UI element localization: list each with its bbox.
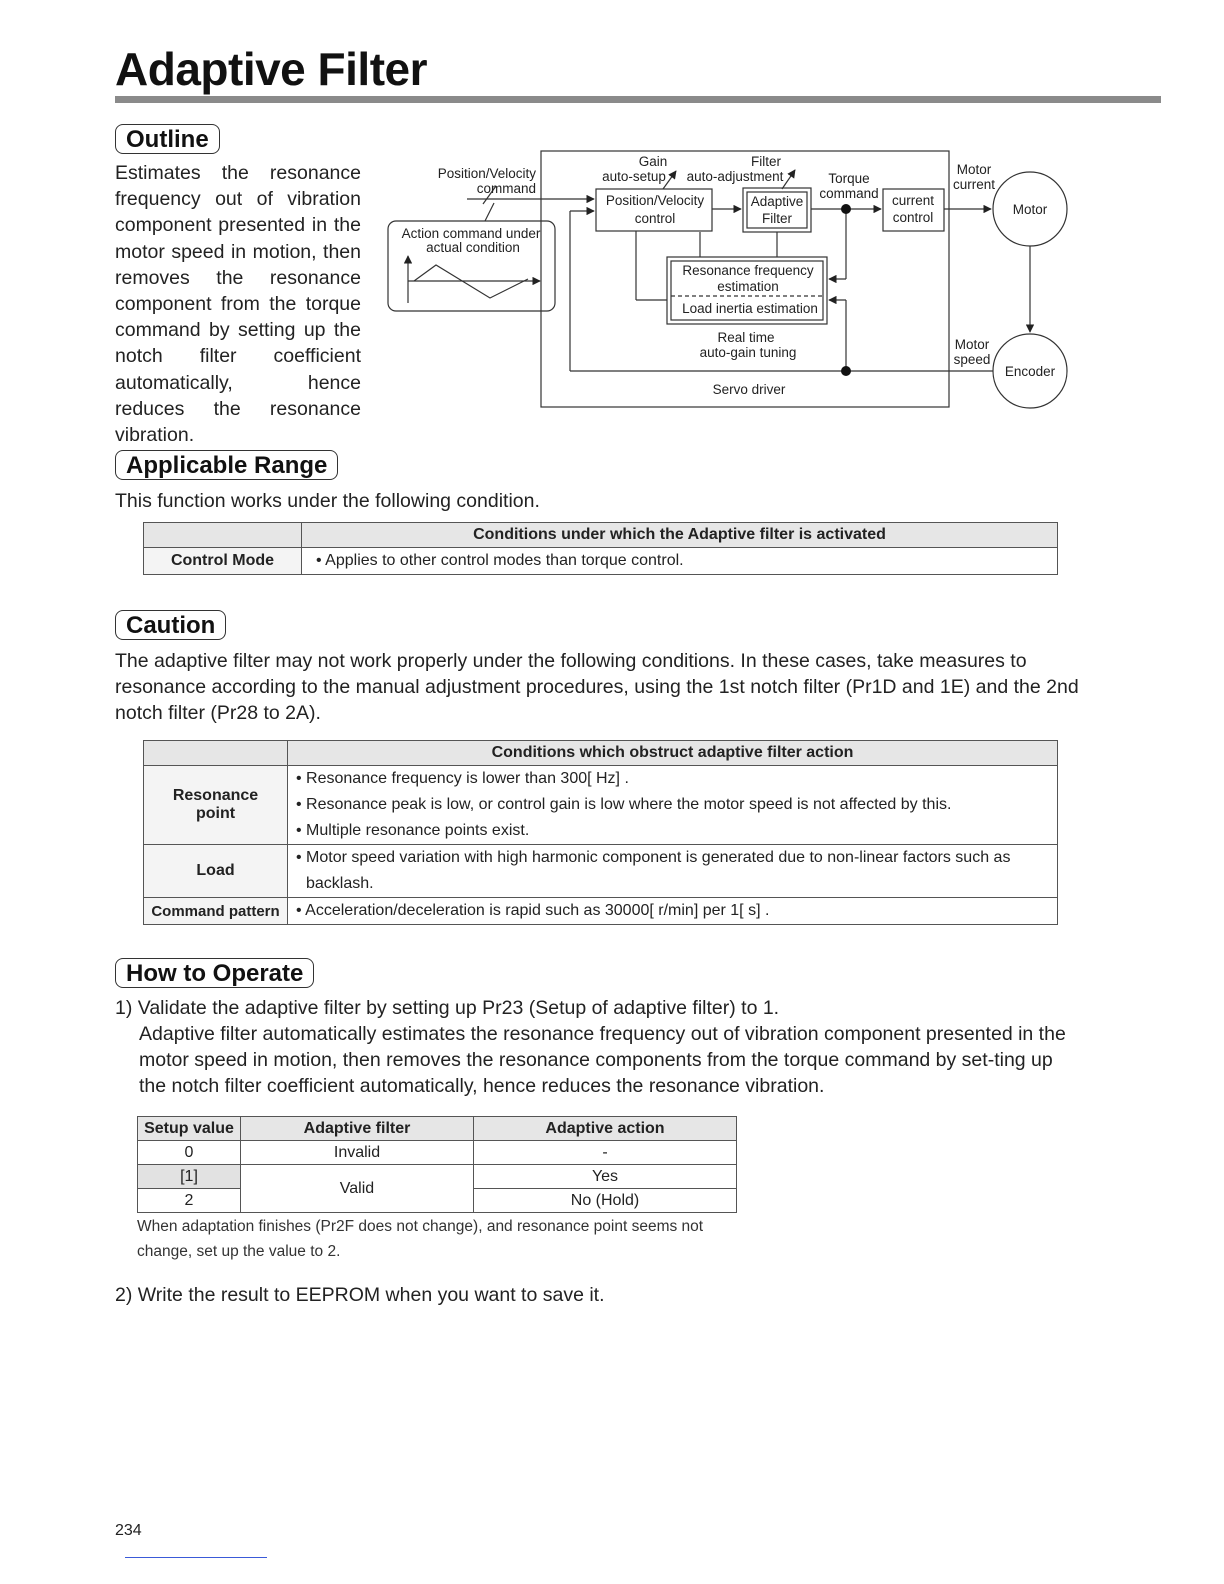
label-filter-1: Filter — [751, 154, 781, 169]
table-corner — [144, 741, 288, 766]
control-mode-label: Control Mode — [144, 548, 302, 575]
load-label: Load — [144, 845, 288, 898]
col-adaptive-action: Adaptive action — [474, 1117, 737, 1141]
label-motor-current-2: current — [952, 177, 996, 192]
outline-text: Estimates the resonance frequency out of vibration component presented in the motor speed in motion, then removes the resonance component from the torque command by setting up the notch filter coefficient automatically, hence reduces the resonance vibration. — [115, 162, 361, 447]
setup-value-table — [137, 1116, 737, 1213]
adaptive-action-cell: - — [474, 1141, 737, 1165]
list-item: • Resonance frequency is lower than 300[ Hz] . — [296, 770, 629, 787]
adaptive-filter-cell: Valid — [241, 1165, 474, 1213]
step-2-line: 2) Write the result to EEPROM when you want to save it. — [115, 1284, 605, 1306]
label-pvc-2: control — [634, 211, 676, 226]
label-motor: Motor — [1012, 202, 1048, 217]
page-title: Adaptive Filter — [115, 43, 428, 95]
label-filter-2: auto-adjustment — [686, 169, 784, 184]
caution-table — [143, 740, 1058, 925]
control-mode-value: • Applies to other control modes than torque control. — [302, 548, 1058, 575]
label-motor-current-1: Motor — [956, 162, 992, 177]
table-corner — [144, 523, 302, 548]
list-item: • Multiple resonance points exist. — [296, 822, 530, 839]
command-pattern-label: Command pattern — [144, 898, 288, 925]
label-motor-speed-1: Motor — [954, 337, 990, 352]
adaptive-action-cell: Yes — [474, 1165, 737, 1189]
page-number: 234 — [115, 1522, 142, 1539]
label-current-2: control — [892, 210, 934, 225]
label-realtime-2: auto-gain tuning — [699, 345, 797, 360]
outline-heading: Outline — [115, 124, 220, 154]
label-pos-vel-command-1: Position/Velocity — [437, 166, 536, 181]
caution-table-header: Conditions which obstruct adaptive filter action — [288, 741, 1058, 766]
label-gain-2: auto-setup — [602, 169, 666, 184]
label-servo-driver: Servo driver — [712, 382, 786, 397]
label-load-inertia: Load inertia estimation — [682, 301, 818, 316]
col-adaptive-filter: Adaptive filter — [241, 1117, 474, 1141]
label-adaptive-2: Filter — [762, 211, 792, 226]
setup-value-cell: 0 — [138, 1141, 241, 1165]
caution-text: The adaptive filter may not work properly under the following conditions. In these cases, take measures to resonance according to the manual adjustment procedures, using the 1st notch filter (Pr1D and 1E) and the 2nd notch filter (Pr28 to 2A). — [115, 650, 1079, 724]
label-pvc-1: Position/Velocity — [605, 193, 705, 208]
label-adaptive-1: Adaptive — [750, 194, 804, 209]
footer-link-line — [125, 1557, 267, 1558]
label-torque-1: Torque — [828, 171, 870, 186]
label-resonance-2: estimation — [717, 279, 779, 294]
label-action-2: actual condition — [426, 240, 520, 255]
list-item: • Motor speed variation with high harmonic component is generated due to non-linear factors such as — [296, 849, 1011, 866]
label-gain-1: Gain — [638, 154, 668, 169]
command-pattern-conditions — [288, 898, 1058, 925]
applicable-range-table — [143, 522, 1058, 575]
col-setup-value: Setup value — [138, 1117, 241, 1141]
how-to-operate-heading: How to Operate — [115, 958, 314, 988]
load-conditions — [288, 845, 1058, 898]
list-item: • Resonance peak is low, or control gain is low where the motor speed is not affected by this. — [296, 796, 952, 813]
label-realtime-1: Real time — [717, 330, 775, 345]
setup-note: When adaptation finishes (Pr2F does not change), and resonance point seems not change, set up the value to 2. — [137, 1218, 704, 1260]
adaptive-filter-cell: Invalid — [241, 1141, 474, 1165]
caution-heading: Caution — [115, 610, 226, 640]
title-rule — [115, 96, 1161, 103]
applicable-table-header: Conditions under which the Adaptive filter is activated — [302, 523, 1058, 548]
step-1-body: Adaptive filter automatically estimates the resonance frequency out of vibration component presented in the motor speed in motion, then removes the resonance components from the torque command by set-ting up the notch filter coefficient automatically, hence reduces the resonance vibration. — [139, 1023, 1066, 1097]
list-item: backlash. — [306, 875, 374, 892]
applicable-range-intro: This function works under the following condition. — [115, 490, 540, 512]
step-1-line: 1) Validate the adaptive filter by setting up Pr23 (Setup of adaptive filter) to 1. — [115, 997, 780, 1019]
list-item: • Acceleration/deceleration is rapid such as 30000[ r/min] per 1[ s] . — [296, 902, 770, 919]
setup-value-cell: 2 — [138, 1189, 241, 1213]
label-motor-speed-2: speed — [953, 352, 991, 367]
label-pos-vel-command-2: command — [476, 181, 536, 196]
adaptive-action-cell: No (Hold) — [474, 1189, 737, 1213]
setup-value-cell: [1] — [138, 1165, 241, 1189]
resonance-point-conditions — [288, 766, 1058, 845]
applicable-range-heading: Applicable Range — [115, 450, 338, 480]
label-torque-2: command — [819, 186, 879, 201]
adaptive-filter-block-diagram — [380, 148, 1080, 412]
label-resonance-1: Resonance frequency — [682, 263, 814, 278]
label-action-1: Action command under — [401, 226, 541, 241]
resonance-point-label: Resonance point — [144, 766, 288, 845]
label-current-1: current — [891, 193, 935, 208]
label-encoder: Encoder — [1004, 364, 1056, 379]
